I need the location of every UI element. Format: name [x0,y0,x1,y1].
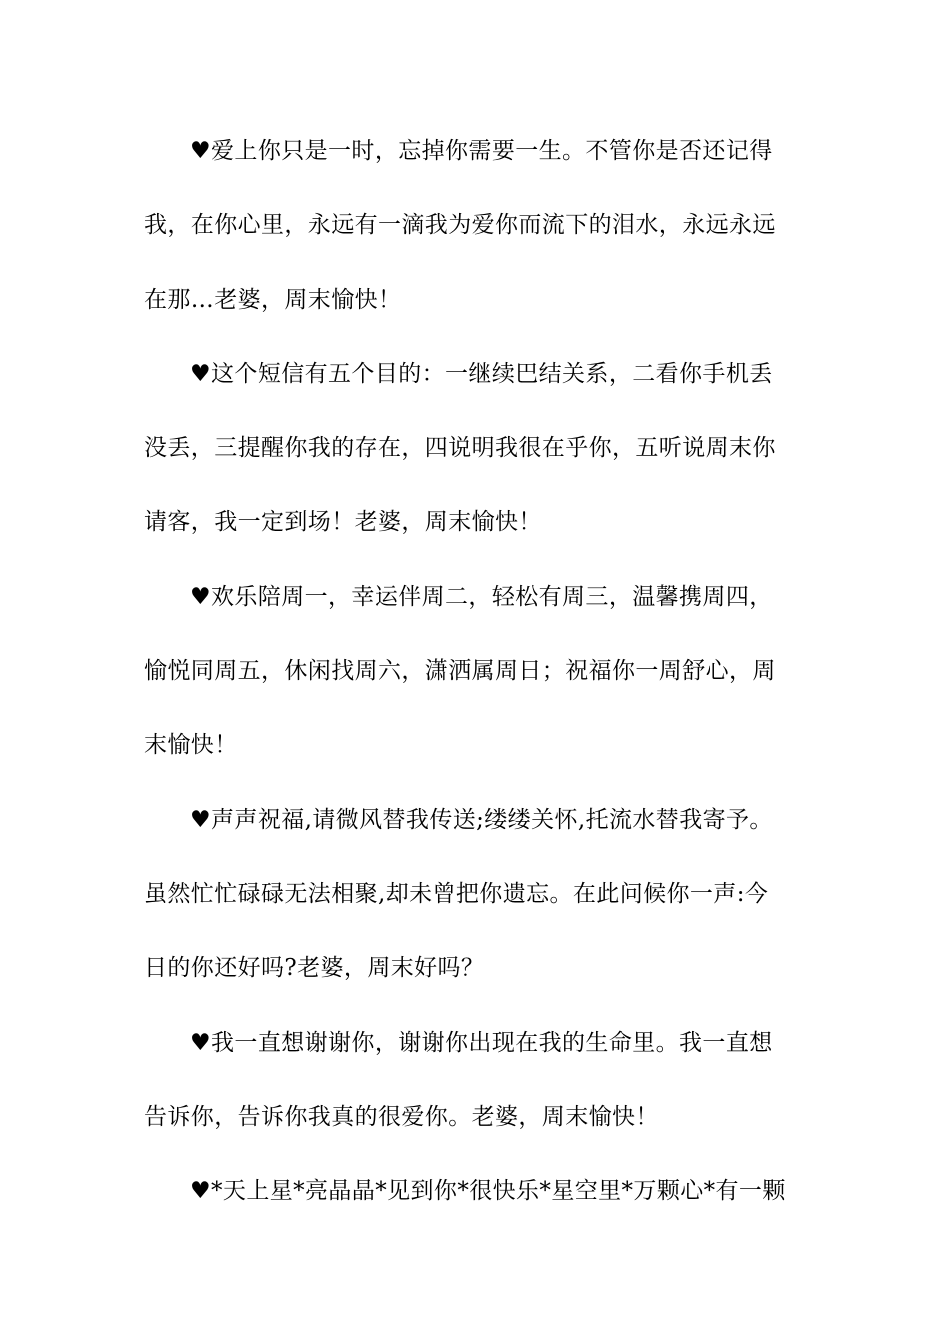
paragraph-line: ♥我一直想谢谢你，谢谢你出现在我的生命里。我一直想 [190,1029,773,1056]
paragraph-6 [144,1154,809,1228]
paragraph-line: ♥声声祝福,请微风替我传送;缕缕关怀,托流水替我寄予。 [190,806,773,833]
paragraph-line: 虽然忙忙碌碌无法相聚,却未曾把你遗忘。在此问候你一声:今 [144,880,769,907]
paragraph-line: 日的你还好吗?老婆，周末好吗？ [144,955,485,982]
paragraph-4 [144,783,809,1006]
paragraph-line: 我，在你心里，永远有一滴我为爱你而流下的泪水，永远永远 [144,212,776,239]
paragraph-1 [144,114,809,337]
paragraph-line: ♥*天上星*亮晶晶*见到你*很快乐*星空里*万颗心*有一颗 [190,1178,786,1205]
paragraph-line: 请客，我一定到场！老婆，周末愉快！ [144,509,542,536]
paragraph-5 [144,1006,809,1155]
paragraph-3 [144,560,809,783]
paragraph-line: ♥欢乐陪周一，幸运伴周二，轻松有周三，温馨携周四， [190,583,773,610]
paragraph-line: ♥这个短信有五个目的：一继续巴结关系，二看你手机丢 [190,360,773,387]
paragraph-line: 末愉快！ [144,732,238,759]
paragraph-line: ♥爱上你只是一时，忘掉你需要一生。不管你是否还记得 [190,138,773,164]
paragraph-line: 告诉你，告诉你我真的很爱你。老婆，周末愉快！ [144,1103,659,1130]
paragraph-line: 在那…老婆，周末愉快！ [144,286,402,313]
document-body [144,114,809,1228]
paragraph-2 [144,337,809,560]
paragraph-line: 没丢，三提醒你我的存在，四说明我很在乎你，五听说周末你 [144,435,776,462]
paragraph-line: 愉悦同周五，休闲找周六，潇洒属周日；祝福你一周舒心，周 [144,658,776,685]
